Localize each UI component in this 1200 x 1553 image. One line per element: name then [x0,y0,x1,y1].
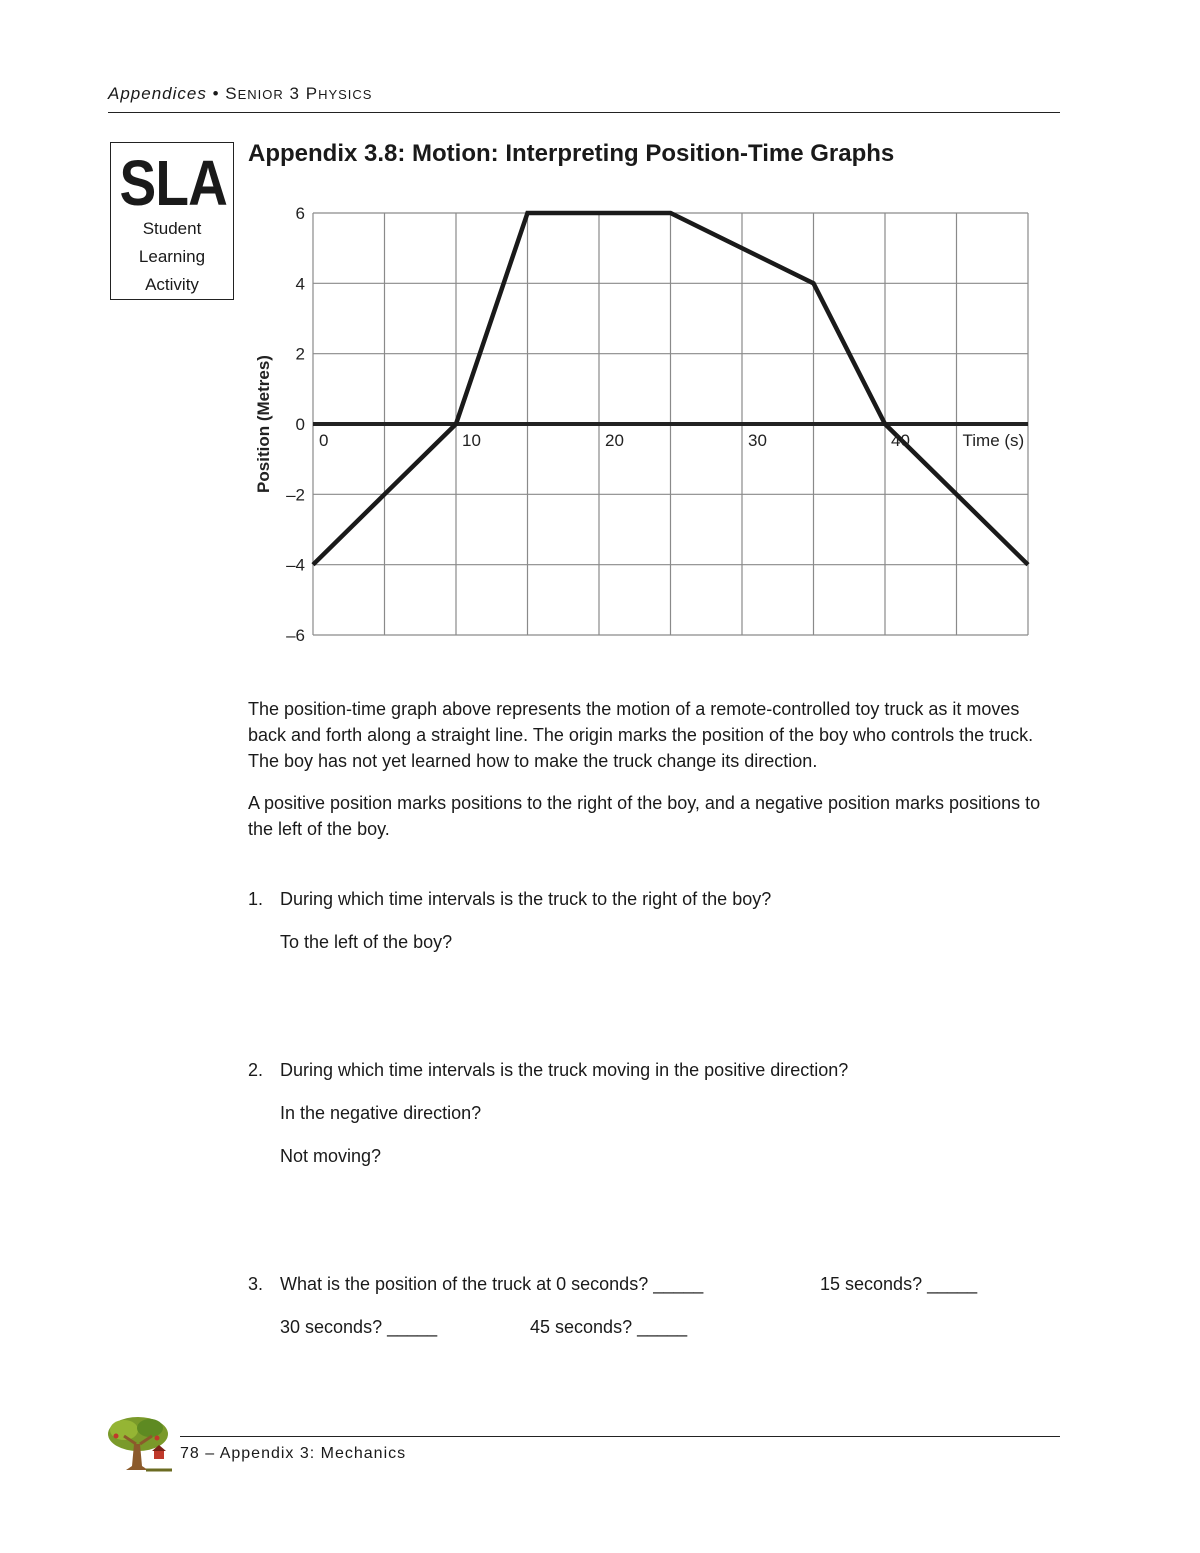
y-tick-label: 0 [295,415,305,434]
x-tick-label: 0 [319,431,329,450]
question-2-text: During which time intervals is the truck moving in the positive direction? [280,1060,849,1080]
sla-label: SLA [119,147,228,219]
page-footer: 78 – Appendix 3: Mechanics [180,1445,407,1462]
question-1-text: During which time intervals is the truck to the right of the boy? [280,889,772,909]
header-physics-rest: HYSICS [318,87,373,102]
paragraph-intro: The position-time graph above represents the motion of a remote-controlled toy truck as it moves back and forth along a straight line. The origin marks the position of the boy who controls the truck. The boy has not yet learned how to make the truck change its direction. [248,699,1034,771]
question-3-number: 3. [248,1274,264,1294]
sla-line-student: Student [142,219,202,238]
y-tick-label: 4 [295,274,305,294]
question-2-sub-not-moving: Not moving? [280,1146,382,1166]
position-time-chart [236,196,1046,656]
paragraph-direction: A positive position marks positions to the right of the boy, and a negative position marks positions to the left of the boy. [248,793,1041,839]
body-text [248,696,1048,858]
header-section: Appendices [108,84,207,103]
y-tick-label: 6 [295,204,305,223]
header-grade: 3 [289,84,300,103]
header-senior-initial: S [225,84,238,103]
chart-y-tick-labels [286,204,305,645]
sla-line-learning: Learning [138,247,206,266]
sla-badge [110,142,234,300]
question-3 [248,1271,703,1297]
header-bullet: • [212,84,220,103]
y-tick-label: 2 [295,344,305,364]
y-tick-label: –6 [286,626,305,645]
x-tick-label: 20 [605,431,624,450]
question-1 [248,886,771,912]
sla-line-activity: Activity [145,275,199,294]
question-3-text-a: What is the position of the truck at 0 seconds? _____ [280,1274,704,1294]
x-tick-label: 10 [462,431,481,450]
x-tick-label: 30 [748,431,767,450]
question-1-number: 1. [248,889,264,909]
question-2 [248,1057,848,1083]
x-tick-label: 40 [891,431,910,450]
question-3-text-d: 45 seconds? _____ [530,1317,688,1337]
y-tick-label: –4 [286,555,305,575]
running-header [108,84,372,104]
question-1-sub: To the left of the boy? [280,932,453,952]
footer-rule [180,1436,1060,1437]
header-physics-initial: P [305,84,319,103]
page-title: Appendix 3.8: Motion: Interpreting Position-Time Graphs [248,140,895,167]
question-2-number: 2. [248,1060,264,1080]
question-2-sub-negative: In the negative direction? [280,1103,482,1123]
tree-logo-icon [102,1414,176,1474]
y-tick-label: –2 [286,485,305,505]
chart-x-tick-labels [319,431,910,450]
chart-x-label: Time (s) [962,431,1025,450]
header-senior-rest: ENIOR [237,87,284,102]
question-3-text-b: 15 seconds? _____ [820,1274,978,1294]
chart-y-label: Position (Metres) [254,355,273,493]
header-rule [108,112,1060,113]
question-3-text-c: 30 seconds? _____ [280,1317,438,1337]
